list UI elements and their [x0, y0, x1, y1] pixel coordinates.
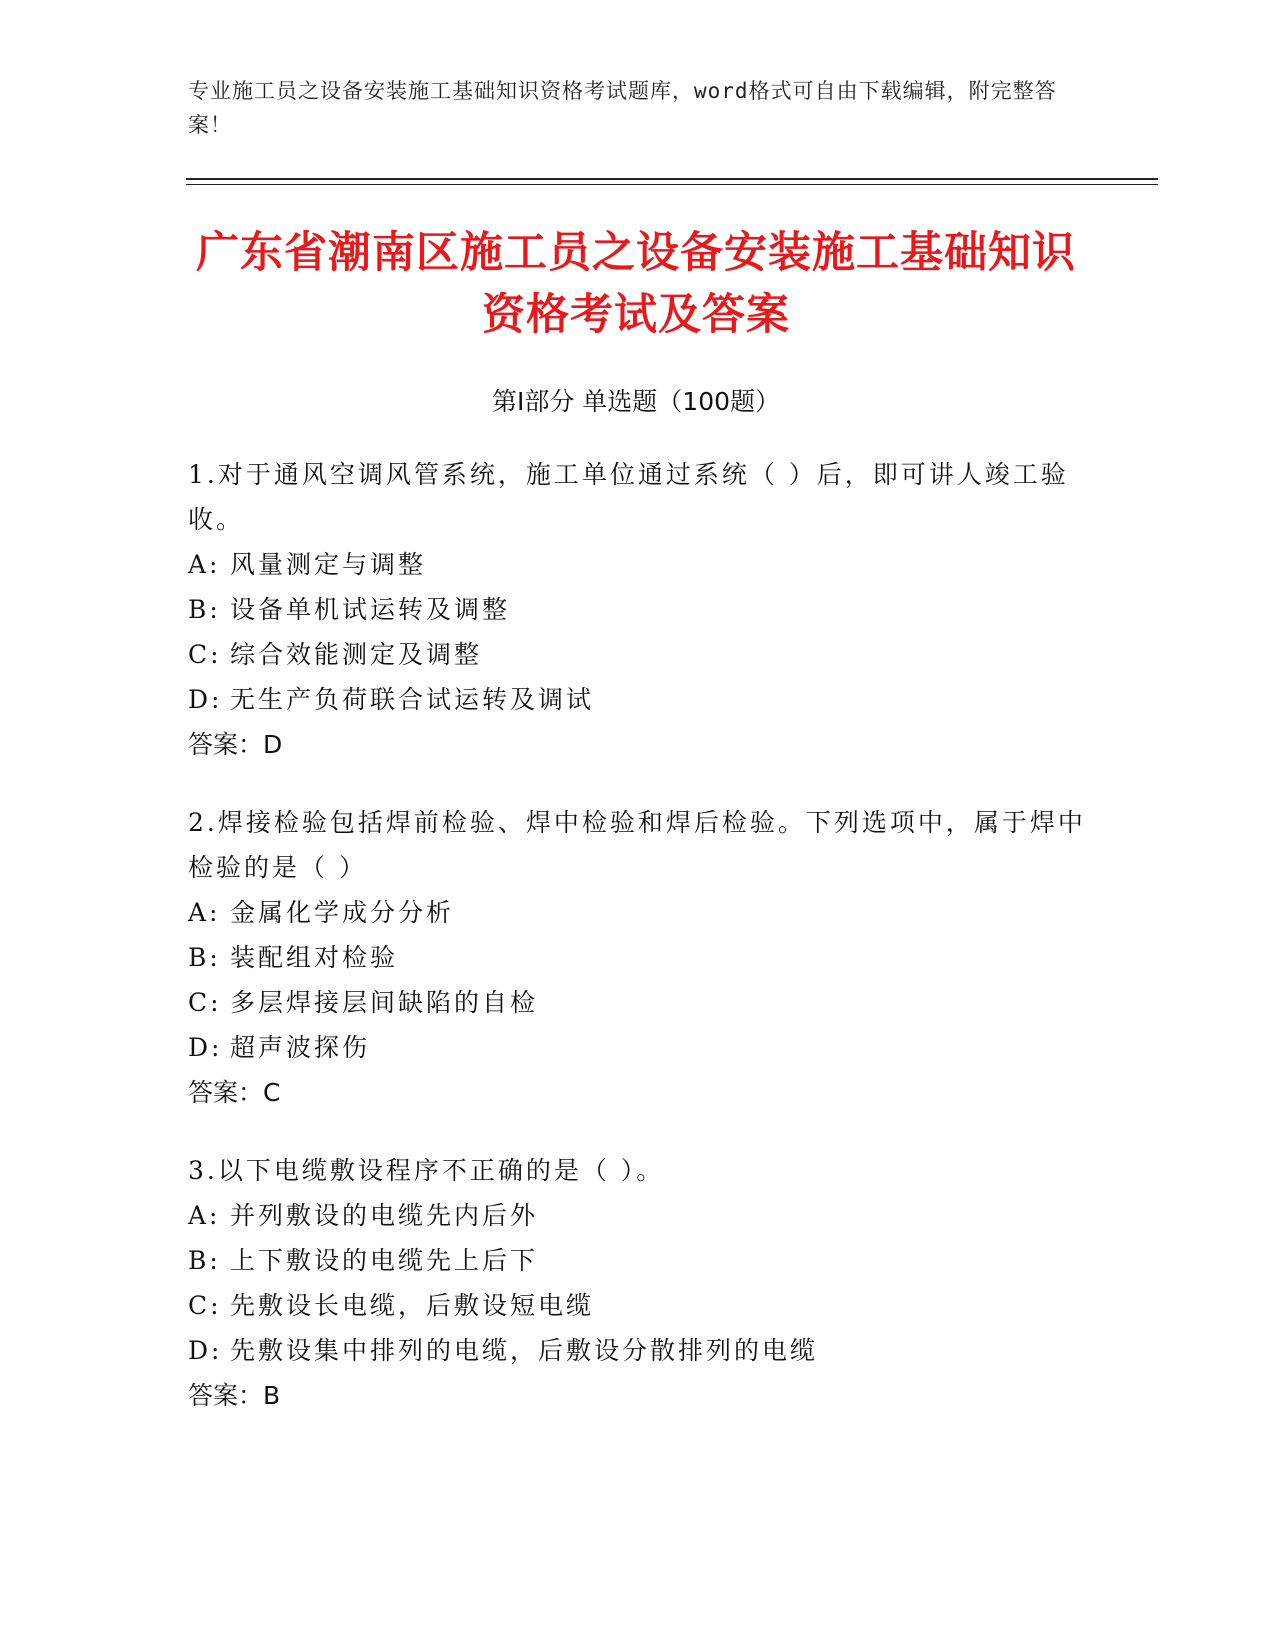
question-stem: 1.对于通风空调风管系统，施工单位通过系统（ ）后，即可讲人竣工验收。: [188, 460, 1069, 534]
option-text: 超声波探伤: [230, 1033, 371, 1062]
option-letter: C:: [188, 988, 222, 1017]
section-heading: 第Ⅰ部分 单选题（100题）: [491, 387, 781, 416]
option-text: 设备单机试运转及调整: [230, 595, 511, 624]
option-a: [188, 542, 1108, 587]
option-letter: C:: [188, 1291, 222, 1320]
answer-prefix: 答案：: [188, 1078, 264, 1107]
option-letter: C:: [188, 640, 222, 669]
option-text: 上下敷设的电缆先上后下: [230, 1246, 539, 1275]
answer-value: C: [263, 1078, 281, 1107]
answer-line: [188, 1070, 1108, 1115]
answer-line: [188, 1373, 1108, 1418]
option-text: 先敷设长电缆，后敷设短电缆: [230, 1291, 595, 1320]
option-letter: A:: [188, 1201, 221, 1230]
question-block: [188, 1148, 1108, 1418]
option-c: [188, 632, 1108, 677]
option-c: [188, 1283, 1108, 1328]
header-note: 专业施工员之设备安装施工基础知识资格考试题库，word格式可自由下载编辑，附完整答案！: [188, 79, 1057, 137]
option-a: [188, 890, 1108, 935]
option-a: [188, 1193, 1108, 1238]
option-letter: B:: [188, 943, 221, 972]
option-text: 金属化学成分分析: [230, 898, 455, 927]
option-letter: B:: [188, 595, 221, 624]
option-d: [188, 677, 1108, 722]
option-c: [188, 980, 1108, 1025]
option-b: [188, 935, 1108, 980]
answer-value: D: [263, 730, 283, 759]
option-text: 装配组对检验: [230, 943, 399, 972]
option-text: 无生产负荷联合试运转及调试: [230, 685, 595, 714]
option-text: 先敷设集中排列的电缆，后敷设分散排列的电缆: [230, 1336, 819, 1365]
answer-value: B: [263, 1381, 281, 1410]
option-letter: A:: [188, 550, 221, 579]
header-divider-thin: [186, 184, 1158, 185]
question-stem: 3.以下电缆敷设程序不正确的是（ ）。: [188, 1156, 665, 1185]
question-block: [188, 452, 1108, 767]
option-b: [188, 1238, 1108, 1283]
option-text: 风量测定与调整: [230, 550, 427, 579]
option-text: 多层焊接层间缺陷的自检: [230, 988, 539, 1017]
header-divider-thick: [186, 178, 1158, 180]
option-letter: B:: [188, 1246, 221, 1275]
option-letter: A:: [188, 898, 221, 927]
option-text: 综合效能测定及调整: [230, 640, 483, 669]
option-letter: D:: [188, 1336, 223, 1365]
option-text: 并列敷设的电缆先内后外: [230, 1201, 539, 1230]
option-letter: D:: [188, 1033, 223, 1062]
option-d: [188, 1025, 1108, 1070]
option-b: [188, 587, 1108, 632]
option-letter: D:: [188, 685, 223, 714]
document-title: 广东省潮南区施工员之设备安装施工基础知识资格考试及答案: [196, 228, 1076, 340]
option-d: [188, 1328, 1108, 1373]
answer-prefix: 答案：: [188, 730, 264, 759]
question-block: [188, 800, 1108, 1115]
question-stem: 2.焊接检验包括焊前检验、焊中检验和焊后检验。下列选项中，属于焊中检验的是（ ）: [188, 808, 1086, 882]
answer-line: [188, 722, 1108, 767]
answer-prefix: 答案：: [188, 1381, 264, 1410]
